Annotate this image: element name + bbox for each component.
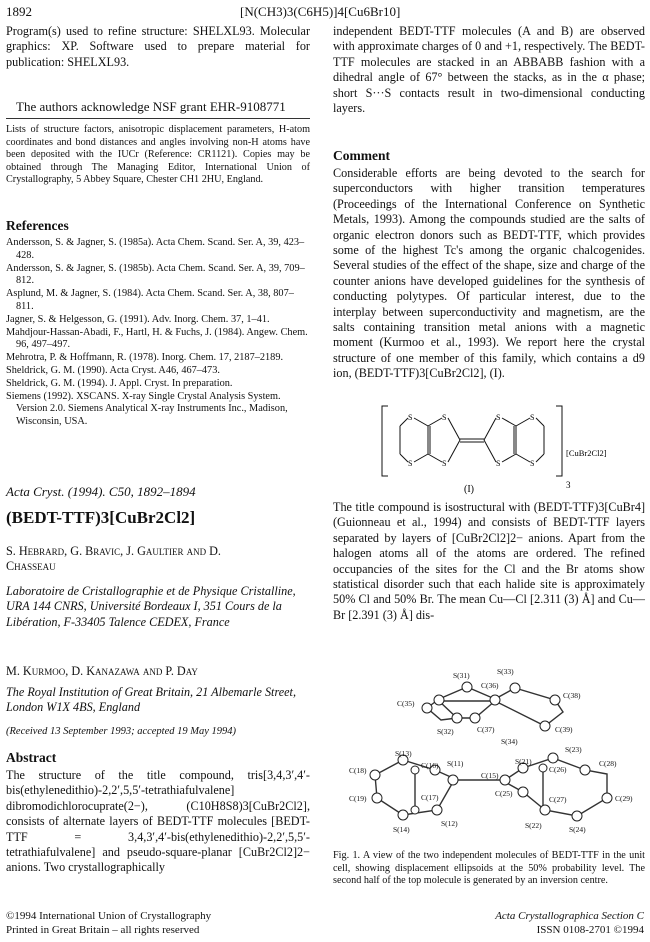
atom-label: C(35)	[397, 699, 415, 708]
comment-text: Considerable efforts are being devoted to the search for superconductors with higher transition temperatures (Proceedings of the International Conference on Synthetic Metals, 1993). Among the compounds studied are the salts of organic electron donors such as BEDT-TTF, which provides some of the highest Tc's among the organic chalcogenides. Several studies of the effect of the shape, size and charge of the counter anions have developed guidelines for the synthesis of conducting polytypes. Of particular interest, due to the interplay between superconductivity and magnetism, are the salts containing transition metal anions with a magnetic moment (Kurmoo et al., 1993). We report here the crystal structure of one member of this family, which contains a d9 ion, (BEDT-TTF)3[CuBr2Cl2], (I).	[333, 166, 645, 381]
atom-label: S(23)	[565, 745, 582, 754]
comment-text-2: The title compound is isostructural with (BEDT-TTF)3[CuBr4] (Guionneau et al., 1994) and consists of BEDT-TTF layers separated by layers of [CuBr2Cl2]2− anions. Apart from the halogen atoms all of the atoms are ordered. The refined occupancies of the sites for the Cl and the Br atoms show statistical disorder such that each halide site is approximately 50% Cl and 50% Br. The mean Cu—Cl [2.311 (3) Å] and Cu—Br [2.391 (3) Å] dis-	[333, 500, 645, 622]
reference-item: Mahdjour-Hassan-Abadi, F., Hartl, H. & Fuchs, J. (1984). Angew. Chem. 96, 497–497.	[6, 326, 308, 351]
footer-journal: Acta Crystallographica Section C	[495, 910, 644, 922]
scheme-subscript: 3	[566, 480, 571, 490]
figure-caption: Fig. 1. A view of the two independent molecules of BEDT-TTF in the unit cell, showing displacement ellipsoids at the 50% probability level. The second half of the top molecule is generated by an inversion centre.	[333, 850, 645, 887]
chemical-scheme	[380, 398, 630, 496]
reference-item: Jagner, S. & Helgesson, G. (1991). Adv. Inorg. Chem. 37, 1–41.	[6, 313, 270, 325]
atom-label: C(25)	[495, 789, 513, 798]
footer-copyright: ©1994 International Union of Crystallography	[6, 910, 212, 922]
atom-label: C(16)	[421, 761, 439, 770]
acknowledgement: The authors acknowledge NSF grant EHR-9108771	[16, 99, 286, 114]
scheme-sulfur-label: S	[496, 459, 501, 468]
atom-label: C(27)	[549, 795, 567, 804]
footer-printed: Printed in Great Britain – all rights reserved	[6, 924, 200, 936]
atom-label: S(22)	[525, 821, 542, 830]
affiliation-2: The Royal Institution of Great Britain, 21 Albemarle Street, London W1X 4BS, England	[6, 685, 296, 715]
running-formula: [N(CH3)3(C6H5)]4[Cu6Br10]	[240, 4, 401, 19]
scheme-sulfur-label: S	[442, 459, 447, 468]
atom-label: C(29)	[615, 794, 633, 803]
reference-item: Siemens (1992). XSCANS. X-ray Single Crystal Analysis System. Version 2.0. Siemens Analytical X-ray Instruments Inc., Madison, Wisconsin, USA.	[6, 390, 288, 428]
reference-item: Mehrotra, P. & Hoffmann, R. (1978). Inorg. Chem. 17, 2187–2189.	[6, 352, 284, 364]
atom-label: S(12)	[441, 819, 458, 828]
references-heading: References	[6, 218, 69, 233]
received-dates: (Received 13 September 1993; accepted 19 May 1994)	[6, 726, 237, 737]
authors-group-1: S. Hebrard, G. Bravic, J. Gaultier and D. Chasseau	[6, 544, 221, 574]
affiliation-1: Laboratoire de Cristallographie et de Physique Cristalline, URA 144 CNRS, Université Bordeaux I, 351 Cours de la Libération, F-33405 Talence CEDEX, France	[6, 584, 296, 629]
page-number: 1892	[6, 4, 32, 19]
abstract-text: The structure of the title compound, tris[3,4,3′,4′-bis(ethylenedithio)-2,2′,5,5′-tetrathiafulvalene] dibromodichlorocuprate(2−), (C10H8S8)3[CuBr2Cl2], consists of alternate layers of BEDT-TTF molecules [BEDT-TTF = 3,4,3′,4′-bis(ethylenedithio)-2,2′,5,5′-tetrathiafulvalene] and pseudo-square-planar [CuBr2Cl2]2− anions. Two crystallographically	[6, 768, 310, 875]
deposit-note: Lists of structure factors, anisotropic displacement parameters, H-atom coordinates and bond distances and angles involving non-H atoms have been deposited with the IUCr (Reference: CR1121). Copies may be obtained through The Managing Editor, International Union of Crystallography, 5 Abbey Square, Chester CH1 2HU, England.	[6, 124, 310, 186]
atom-label: C(38)	[563, 691, 581, 700]
atom-label: C(36)	[481, 681, 499, 690]
atom-label: S(13)	[395, 749, 412, 758]
scheme-sulfur-label: S	[408, 459, 413, 468]
atom-label: C(39)	[555, 725, 573, 734]
comment-heading: Comment	[333, 148, 390, 163]
atom-label: C(15)	[481, 771, 499, 780]
reference-item: Andersson, S. & Jagner, S. (1985a). Acta Chem. Scand. Ser. A, 39, 423–428.	[6, 237, 305, 261]
atom-label: S(34)	[501, 737, 518, 746]
atom-label: S(11)	[447, 759, 464, 768]
atom-label: C(37)	[477, 725, 495, 734]
article-citation: Acta Cryst. (1994). C50, 1892–1894	[6, 484, 196, 499]
atom-label: C(19)	[349, 794, 367, 803]
footer-issn: ISSN 0108-2701 ©1994	[536, 924, 644, 936]
programs-text: Program(s) used to refine structure: SHELXL93. Molecular graphics: XP. Software used to prepare material for publication: SHELXL93.	[6, 24, 310, 69]
scheme-anion: [CuBr2Cl2]	[566, 448, 607, 458]
abstract-heading: Abstract	[6, 750, 57, 765]
divider-rule	[6, 118, 310, 119]
article-title: (BEDT-TTF)3[CuBr2Cl2]	[6, 508, 196, 527]
scheme-sulfur-label: S	[496, 413, 501, 422]
atom-label: C(26)	[549, 765, 567, 774]
reference-item: Andersson, S. & Jagner, S. (1985b). Acta Chem. Scand. Ser. A, 39, 709–812.	[6, 262, 305, 287]
authors-group-2: M. Kurmoo, D. Kanazawa and P. Day	[6, 664, 198, 678]
atom-label: S(33)	[497, 667, 514, 676]
atom-label: S(24)	[569, 825, 586, 834]
atom-label: S(31)	[453, 671, 470, 680]
intro-continuation: independent BEDT-TTF molecules (A and B) are observed with approximate charges of 0 and +1, respectively. The BEDT-TTF molecules are stacked in an ABBABB fashion with a dihedral angle of 67° between the stacks, as in the α phase; short S···S contacts result in two-dimensional conducting layers.	[333, 24, 645, 116]
scheme-sulfur-label: S	[530, 459, 535, 468]
reference-item: Sheldrick, G. M. (1990). Acta Cryst. A46, 467–473.	[6, 364, 220, 376]
molecule-figure	[345, 660, 645, 850]
reference-item: Asplund, M. & Jagner, S. (1984). Acta Chem. Scand. Ser. A, 38, 807–811.	[6, 288, 294, 312]
atom-label: S(14)	[393, 825, 410, 834]
atom-label: C(28)	[599, 759, 617, 768]
scheme-label: (I)	[464, 484, 474, 495]
atom-label: C(18)	[349, 766, 367, 775]
scheme-sulfur-label: S	[530, 413, 535, 422]
scheme-sulfur-label: S	[408, 413, 413, 422]
reference-list	[6, 237, 310, 429]
scheme-sulfur-label: S	[442, 413, 447, 422]
atom-label: C(17)	[421, 793, 439, 802]
atom-label: S(32)	[437, 727, 454, 736]
reference-item: Sheldrick, G. M. (1994). J. Appl. Cryst. In preparation.	[6, 377, 233, 389]
atom-label: S(21)	[515, 757, 532, 766]
